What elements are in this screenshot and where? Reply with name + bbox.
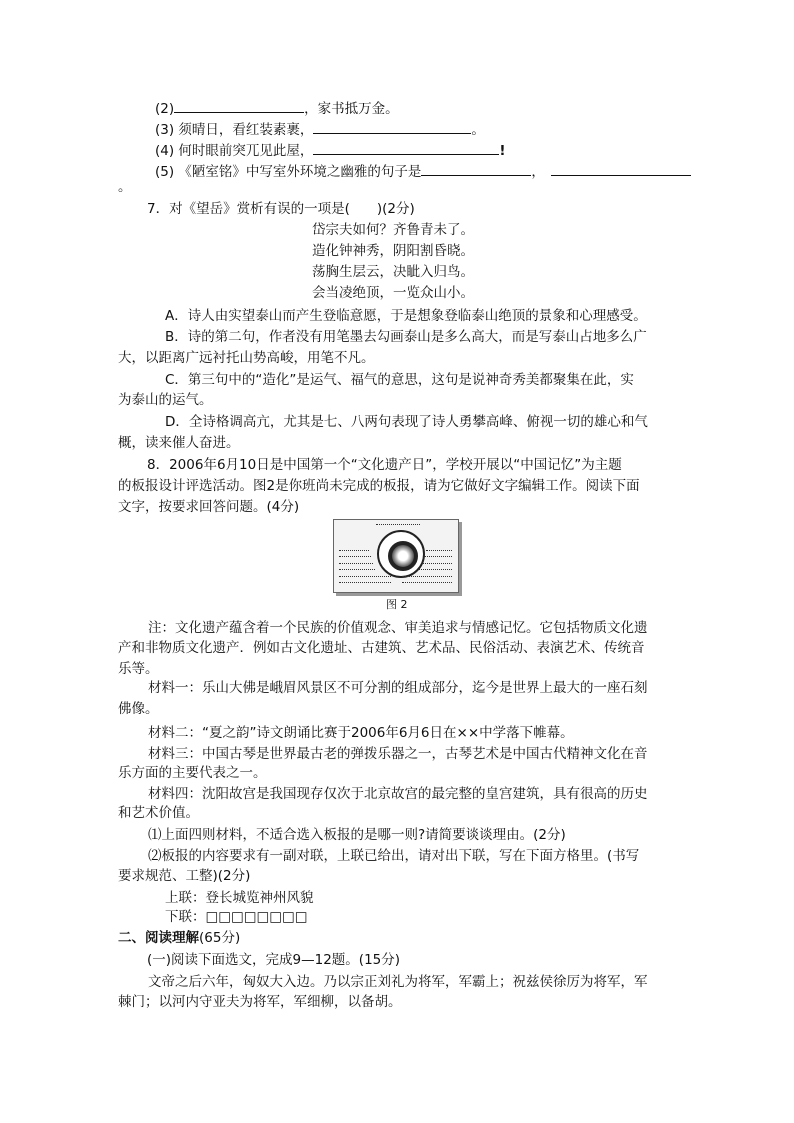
note: 乐等。 [118, 661, 159, 677]
question-7-stem: 7．对《望岳》赏析有误的一项是( )(2分) [147, 201, 415, 217]
text: 。 [471, 122, 485, 138]
part-1-instruction: (一)阅读下面选文，完成9—12题。(15分) [147, 952, 401, 968]
poem-line: 造化钟神秀，阴阳割昏晓。 [312, 243, 474, 259]
answer-blank[interactable] [313, 119, 471, 134]
sub-question-2: ⑵板报的内容要求有一副对联，上联已给出，请对出下联，写在下面方格里。(书写 [148, 848, 640, 864]
option-a: A．诗人由实望泰山而产生登临意愿，于是想象登临泰山绝顶的景象和心理感受。 [165, 308, 647, 324]
poem-line: 岱宗夫如何？齐鲁青未了。 [312, 222, 474, 238]
figure-caption: 图 2 [386, 598, 408, 611]
section-2-heading [118, 929, 240, 947]
blackboard-figure [333, 519, 459, 593]
passage-text: 文帝之后六年，匈奴大入边。乃以宗正刘礼为将军，军霸上；祝兹侯徐厉为将军，军 [148, 974, 648, 990]
answer-blank[interactable] [421, 161, 531, 176]
option-d: D．全诗格调高亢，尤其是七、八两句表现了诗人勇攀高峰、俯视一切的雄心和气 [165, 414, 648, 430]
text: ， [531, 164, 545, 180]
note: 产和非物质文化遗产．例如古文化遗址、古建筑、艺术品、民俗活动、表演艺术、传统音 [118, 640, 645, 656]
text: 。 [118, 179, 132, 195]
q6-item-4 [155, 140, 506, 160]
material-4: 和艺术价值。 [118, 805, 199, 821]
sub-question-1: ⑴上面四则材料，不适合选入板报的是哪一则?请简要谈谈理由。(2分) [148, 827, 566, 843]
answer-blank[interactable] [174, 98, 304, 113]
text: ，家书抵万金。 [304, 101, 399, 117]
material-4: 材料四：沈阳故宫是我国现存仅次于北京故宫的最完整的皇宫建筑，具有很高的历史 [148, 786, 648, 802]
section-title: 二、阅读理解 [118, 930, 199, 946]
material-3: 乐方面的主要代表之一。 [118, 765, 267, 781]
question-8-stem: 的板报设计评选活动。图2是你班尚未完成的板报，请为它做好文字编辑工作。阅读下面 [118, 478, 640, 494]
emblem-icon [377, 530, 425, 578]
item-number: (2) [155, 101, 175, 117]
sub-question-2: 要求规范、工整)(2分) [118, 868, 251, 884]
option-c: C．第三句中的“造化”是运气、福气的意思，这句是说神奇秀美都聚集在此，实 [165, 372, 634, 388]
option-b-cont: 大，以距离广远衬托山势高峻，用笔不凡。 [118, 350, 375, 366]
upper-couplet: 上联：登长城览神州风貌 [165, 890, 314, 906]
option-c-cont: 为泰山的运气。 [118, 392, 213, 408]
text: ! [499, 143, 506, 159]
material-2: 材料二：“夏之韵”诗文朗诵比赛于2006年6月6日在××中学落下帷幕。 [148, 725, 574, 741]
poem-line: 荡胸生层云，决眦入归鸟。 [312, 264, 474, 280]
lower-couplet-boxes[interactable]: 下联：□□□□□□□□ [165, 909, 308, 925]
material-3: 材料三：中国古琴是世界最古老的弹拨乐器之一，古琴艺术是中国古代精神文化在音 [148, 746, 648, 762]
text: (5) 《陋室铭》中写室外环境之幽雅的句子是 [155, 164, 422, 180]
note: 注：文化遗产蕴含着一个民族的价值观念、审美追求与情感记忆。它包括物质文化遗 [148, 620, 648, 636]
material-1: 佛像。 [118, 701, 159, 717]
text: (3) 须晴日，看红装素裹， [155, 122, 314, 138]
option-b: B．诗的第二句，作者没有用笔墨去勾画泰山是多么高大，而是写泰山占地多么广 [165, 329, 647, 345]
q6-item-3 [155, 119, 485, 139]
question-8-stem: 8．2006年6月10日是中国第一个“文化遗产日”，学校开展以“中国记忆”为主题 [147, 457, 622, 473]
passage-text: 棘门；以河内守亚夫为将军，军细柳，以备胡。 [118, 994, 402, 1010]
q6-item-5 [155, 161, 691, 181]
question-8-stem: 文字，按要求回答问题。(4分) [118, 499, 300, 515]
section-score: (65分) [199, 930, 241, 946]
text: (4) 何时眼前突兀见此屋， [155, 143, 314, 159]
option-d-cont: 概，读来催人奋进。 [118, 435, 240, 451]
answer-blank[interactable] [313, 140, 499, 155]
poem-line: 会当凌绝顶，一览众山小。 [312, 285, 474, 301]
material-1: 材料一：乐山大佛是峨眉风景区不可分割的组成部分，迄今是世界上最大的一座石刻 [148, 680, 648, 696]
q6-item-2 [155, 98, 399, 118]
answer-blank[interactable] [551, 161, 691, 176]
